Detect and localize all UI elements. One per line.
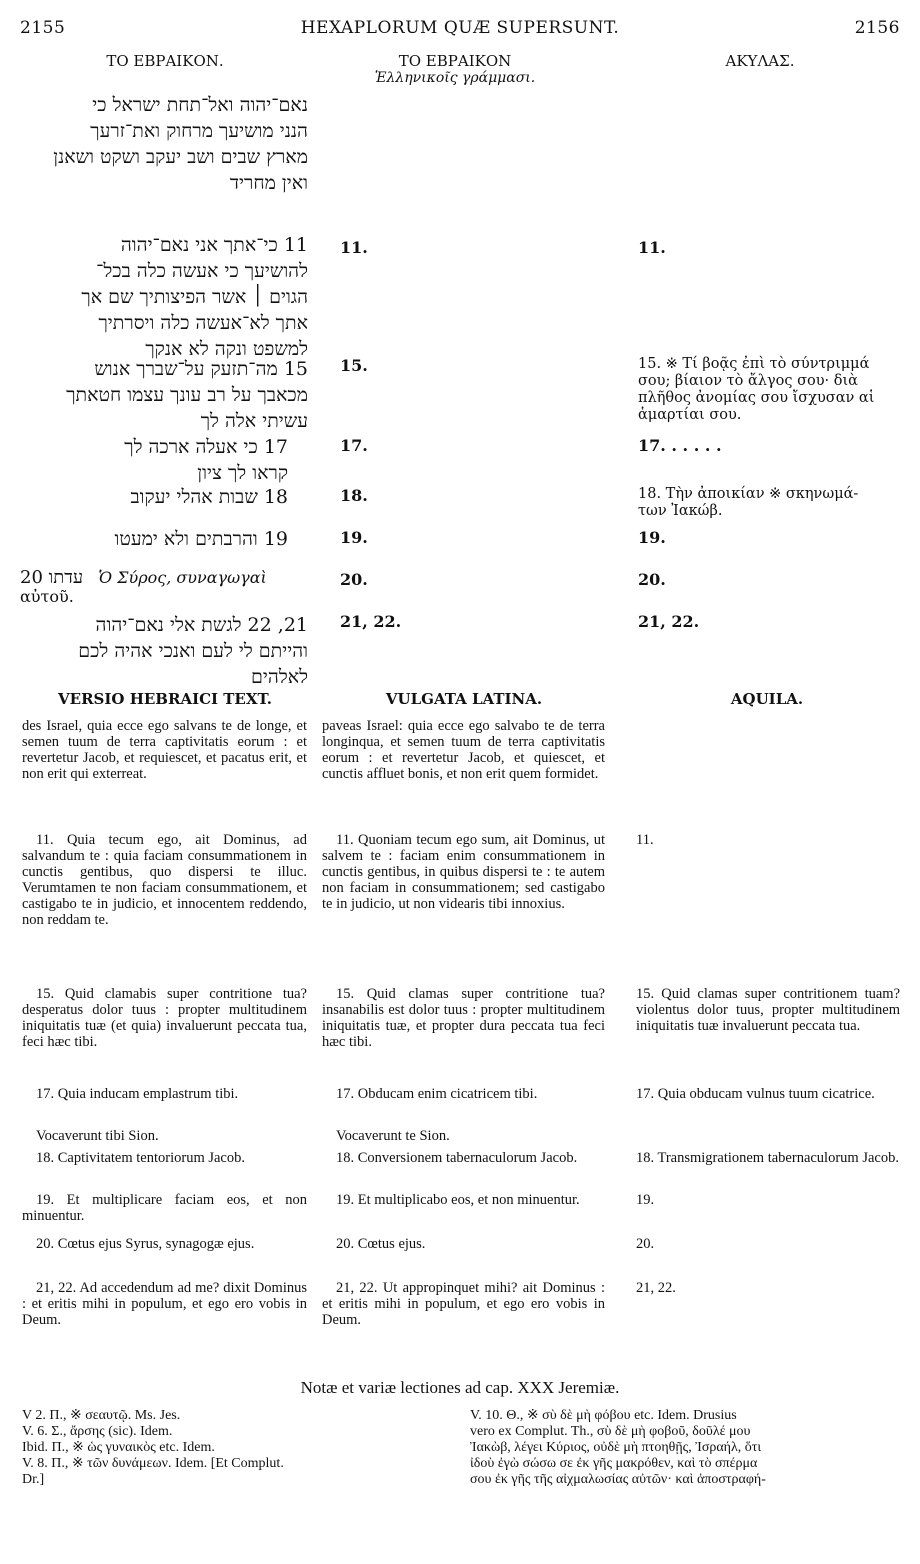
hebrew-verse-17: [124, 434, 288, 486]
versio-verse-15: 15. Quid clamabis super contritione tua? desperatus dolor tuus : propter multitudinem iniquitatis tuæ (et quia) invaluerunt peccata tua, feci hæc tibi.: [22, 986, 307, 1050]
aquila-verse-18: [638, 486, 900, 520]
hebrew-line: מארץ שבים ושב יעקב ושקט ושאנן: [53, 146, 308, 168]
vulgata-verse-15: 15. Quid clamas super contritione tua? insanabilis est dolor tuus : propter multitudinem iniquitatis tuæ, et propter dura peccata tua feci hæc tibi.: [322, 986, 605, 1050]
column-title-aquila: ΑΚΥΛΑΣ.: [725, 52, 795, 70]
aquila-latin-verse-19: 19.: [636, 1192, 655, 1208]
mid-verse-number: 17.: [340, 436, 368, 455]
mid-verse-number: 21, 22.: [340, 612, 402, 631]
hebrew-line: 11 כי־אתך אני נאם־יהוה: [120, 234, 308, 256]
page-number-right: 2156: [854, 18, 900, 38]
mid-verse-number: 19.: [340, 528, 368, 547]
versio-verse-17b: Vocaverunt tibi Sion.: [36, 1128, 159, 1144]
vulgata-column: [322, 718, 605, 1328]
running-title: HEXAPLORUM QUÆ SUPERSUNT.: [300, 18, 620, 38]
hebrew-word: עדתו 20: [20, 567, 84, 588]
hebrew-verse-20: [20, 568, 320, 606]
hebrew-line: לאלהים: [251, 666, 308, 688]
hebrew-verse-11: [81, 232, 308, 362]
versio-verse-21-22: 21, 22. Ad accedendum ad me? dixit Dominus : et eritis mihi in populum, et ego ero vobis in Deum.: [22, 1280, 307, 1328]
hebrew-verse-15: [66, 356, 308, 434]
notes-right-column: [470, 1408, 900, 1488]
syrus-reading-end: αὐτοῦ.: [20, 587, 74, 606]
hebrew-verse-10: [53, 92, 308, 196]
heading-vulgata-latina: VULGATA LATINA.: [385, 690, 543, 708]
vulgata-verse-21-22: 21, 22. Ut appropinquet mihi? ait Dominus : et eritis mihi in populum, et ego ero vobis in Deum.: [322, 1280, 605, 1328]
vulgata-verse-20: 20. Cœtus ejus.: [336, 1236, 426, 1252]
aquila-line: 15. ※ Τί βοᾷς ἐπὶ τὸ σύντριμμά: [638, 356, 870, 372]
vulgata-verse-17b: Vocaverunt te Sion.: [336, 1128, 450, 1144]
syrus-reading: Ὁ Σύρος, συναγωγαὶ: [98, 568, 267, 587]
hebrew-line: נאם־יהוה ואל־תחת ישראל כי: [92, 94, 308, 116]
hebrew-line: מכאבך על רב עונך עצמו חטאתך: [66, 384, 308, 406]
note-line: V. 6. Σ., ἄρσης (sic). Idem.: [22, 1424, 173, 1439]
aquila-verse-17: 17. . . . . .: [638, 436, 722, 455]
mid-verse-number: 11.: [340, 238, 368, 257]
hebrew-line: 17 כי אעלה ארכה לך: [124, 436, 288, 458]
vulgata-verse-18: 18. Conversionem tabernaculorum Jacob.: [336, 1150, 578, 1166]
versio-verse-11: 11. Quia tecum ego, ait Dominus, ad salvandum te : quia faciam consummationem in cunctis gentibus, quo dispersi te illuc. Verumtamen te non faciam consummationem, et castigabo te in judicio, et innocentem reddendo, non reddam te.: [22, 832, 307, 928]
aquila-latin-verse-15: 15. Quid clamas super contritionem tuam? violentus dolor tuus, propter multitudinem iniquitatis tuæ invaluerunt peccata tua.: [636, 986, 900, 1034]
aquila-verse-19: 19.: [638, 528, 666, 547]
column-subtitle-greek-letters: Ἑλληνικοῖς γράμμασι.: [374, 70, 536, 86]
versio-column: [22, 718, 307, 1328]
note-line: V. 10. Θ., ※ σὺ δὲ μὴ φόβου etc. Idem. Drusius: [470, 1408, 737, 1423]
note-line: Ἰακὼβ, λέγει Κύριος, οὐδὲ μὴ πτοηθῇς, Ἰσραήλ, ὅτι: [470, 1440, 762, 1455]
note-line: ἰδοὺ ἐγὼ σώσω σε ἐκ γῆς μακρόθεν, καὶ τὸ σπέρμα: [470, 1456, 758, 1471]
hebrew-line: להושיעך כי אעשה כלה בכל־: [96, 260, 308, 282]
heading-aquila-latin: AQUILA.: [730, 690, 804, 708]
hebrew-line: אתך לא־אעשה כלה ויסרתיך: [98, 312, 308, 334]
vulgata-verse-17: 17. Obducam enim cicatricem tibi.: [336, 1086, 538, 1102]
aquila-latin-verse-17: 17. Quia obducam vulnus tuum cicatrice.: [636, 1086, 875, 1102]
mid-verse-number: 18.: [340, 486, 368, 505]
note-line: V. 8. Π., ※ τῶν δυνάμεων. Idem. [Et Complut.: [22, 1456, 284, 1471]
aquila-latin-verse-18: 18. Transmigrationem tabernaculorum Jacob.: [636, 1150, 899, 1166]
aquila-verse-11: 11.: [638, 238, 666, 257]
hebrew-line: והייתם לי לעם ואנכי אהיה לכם: [78, 640, 308, 662]
aquila-verse-15: [638, 356, 900, 424]
page-number-left: 2155: [20, 18, 66, 38]
aquila-line: των Ἰακώβ.: [638, 503, 723, 519]
mid-verse-number: 15.: [340, 356, 368, 375]
hebrew-line: למשפט ונקה לא אנקך: [145, 338, 308, 360]
aquila-latin-verse-11: 11.: [636, 832, 654, 848]
hebrew-line: 18 שבות אהלי יעקוב: [130, 486, 288, 508]
aquila-latin-verse-21-22: 21, 22.: [636, 1280, 676, 1296]
note-line: V 2. Π., ※ σεαυτῷ. Ms. Jes.: [22, 1408, 181, 1423]
note-line: Ibid. Π., ※ ὡς γυναικὸς etc. Idem.: [22, 1440, 215, 1455]
versio-verse-19: 19. Et multiplicare faciam eos, et non minuentur.: [22, 1192, 307, 1224]
hebrew-line: הנני מושיעך מרחוק ואת־זרעך: [90, 120, 308, 142]
hebrew-verse-18: [131, 484, 288, 510]
aquila-latin-column: [636, 718, 900, 1296]
note-line: Dr.]: [22, 1472, 45, 1487]
aquila-line: πλῆθος ἀνομίας σου ἴσχυσαν αἱ: [638, 390, 875, 406]
hebrew-line: הגוים ׀ אשר הפיצותיך שם אך: [81, 286, 308, 308]
hebrew-verse-21-22: [78, 612, 308, 690]
hebrew-line: 21, 22 לגשת אלי נאם־יהוה: [95, 614, 308, 636]
aquila-verse-20: 20.: [638, 570, 666, 589]
column-title-hebrew: ΤΟ ΕΒΡΑΙΚΟΝ.: [106, 52, 224, 70]
heading-versio-hebraici: VERSIO HEBRAICI TEXT.: [58, 690, 272, 708]
hebrew-line: קראו לך ציון: [197, 462, 288, 484]
hebrew-verse-19: [115, 526, 289, 552]
aquila-line: ἁμαρτίαι σου.: [638, 407, 742, 423]
versio-verse-17: 17. Quia inducam emplastrum tibi.: [36, 1086, 239, 1102]
versio-verse-20: 20. Cœtus ejus Syrus, synagogæ ejus.: [36, 1236, 255, 1252]
hebrew-line: ואין מחריד: [229, 172, 308, 194]
hebrew-line: 19 והרבתים ולא ימעטו: [114, 528, 288, 550]
aquila-latin-verse-20: 20.: [636, 1236, 655, 1252]
hebrew-line: עשיתי אלה לך: [200, 410, 308, 432]
note-line: vero ex Complut. Th., σὺ δὲ μὴ φοβοῦ, δοῦλέ μου: [470, 1424, 751, 1439]
versio-verse-18: 18. Captivitatem tentoriorum Jacob.: [36, 1150, 245, 1166]
notes-left-column: [22, 1408, 462, 1488]
vulgata-verse-11: 11. Quoniam tecum ego sum, ait Dominus, ut salvem te : faciam enim consummationem in cunctis gentibus, in quibus dispersi te : te autem non faciam in consummationem; sed castigabo te in judicio, ut non videaris tibi innoxius.: [322, 832, 605, 912]
versio-verse-10: des Israel, quia ecce ego salvans te de longe, et semen tuum de terra captivitatis eorum : et revertetur Jacob, et requiescet, et pacatus erit, et non erit qui exterreat.: [22, 718, 307, 782]
column-title-hebrew-greek: ΤΟ ΕΒΡΑΙΚΟΝ: [398, 52, 512, 70]
aquila-verse-21-22: 21, 22.: [638, 612, 700, 631]
vulgata-verse-10: paveas Israel: quia ecce ego salvabo te de terra longinqua, et semen tuum de terra captivitatis eorum : et revertetur Jacob, et quiescet, et cunctis affluet bonis, et non erit quem formidet.: [322, 718, 605, 782]
notes-title: Notæ et variæ lectiones ad cap. XXX Jeremiæ.: [300, 1378, 620, 1397]
note-line: σου ἐκ γῆς τῆς αἰχμαλωσίας αὐτῶν· καὶ ἀποστραφή-: [470, 1472, 766, 1487]
mid-verse-number: 20.: [340, 570, 368, 589]
vulgata-verse-19: 19. Et multiplicabo eos, et non minuentur.: [336, 1192, 580, 1208]
hebrew-line: 15 מה־תזעק על־שברך אנוש: [94, 358, 308, 380]
aquila-line: 18. Τὴν ἀποικίαν ※ σκηνωμά-: [638, 486, 859, 502]
aquila-line: σου; βίαιον τὸ ἄλγος σου· διὰ: [638, 373, 858, 389]
